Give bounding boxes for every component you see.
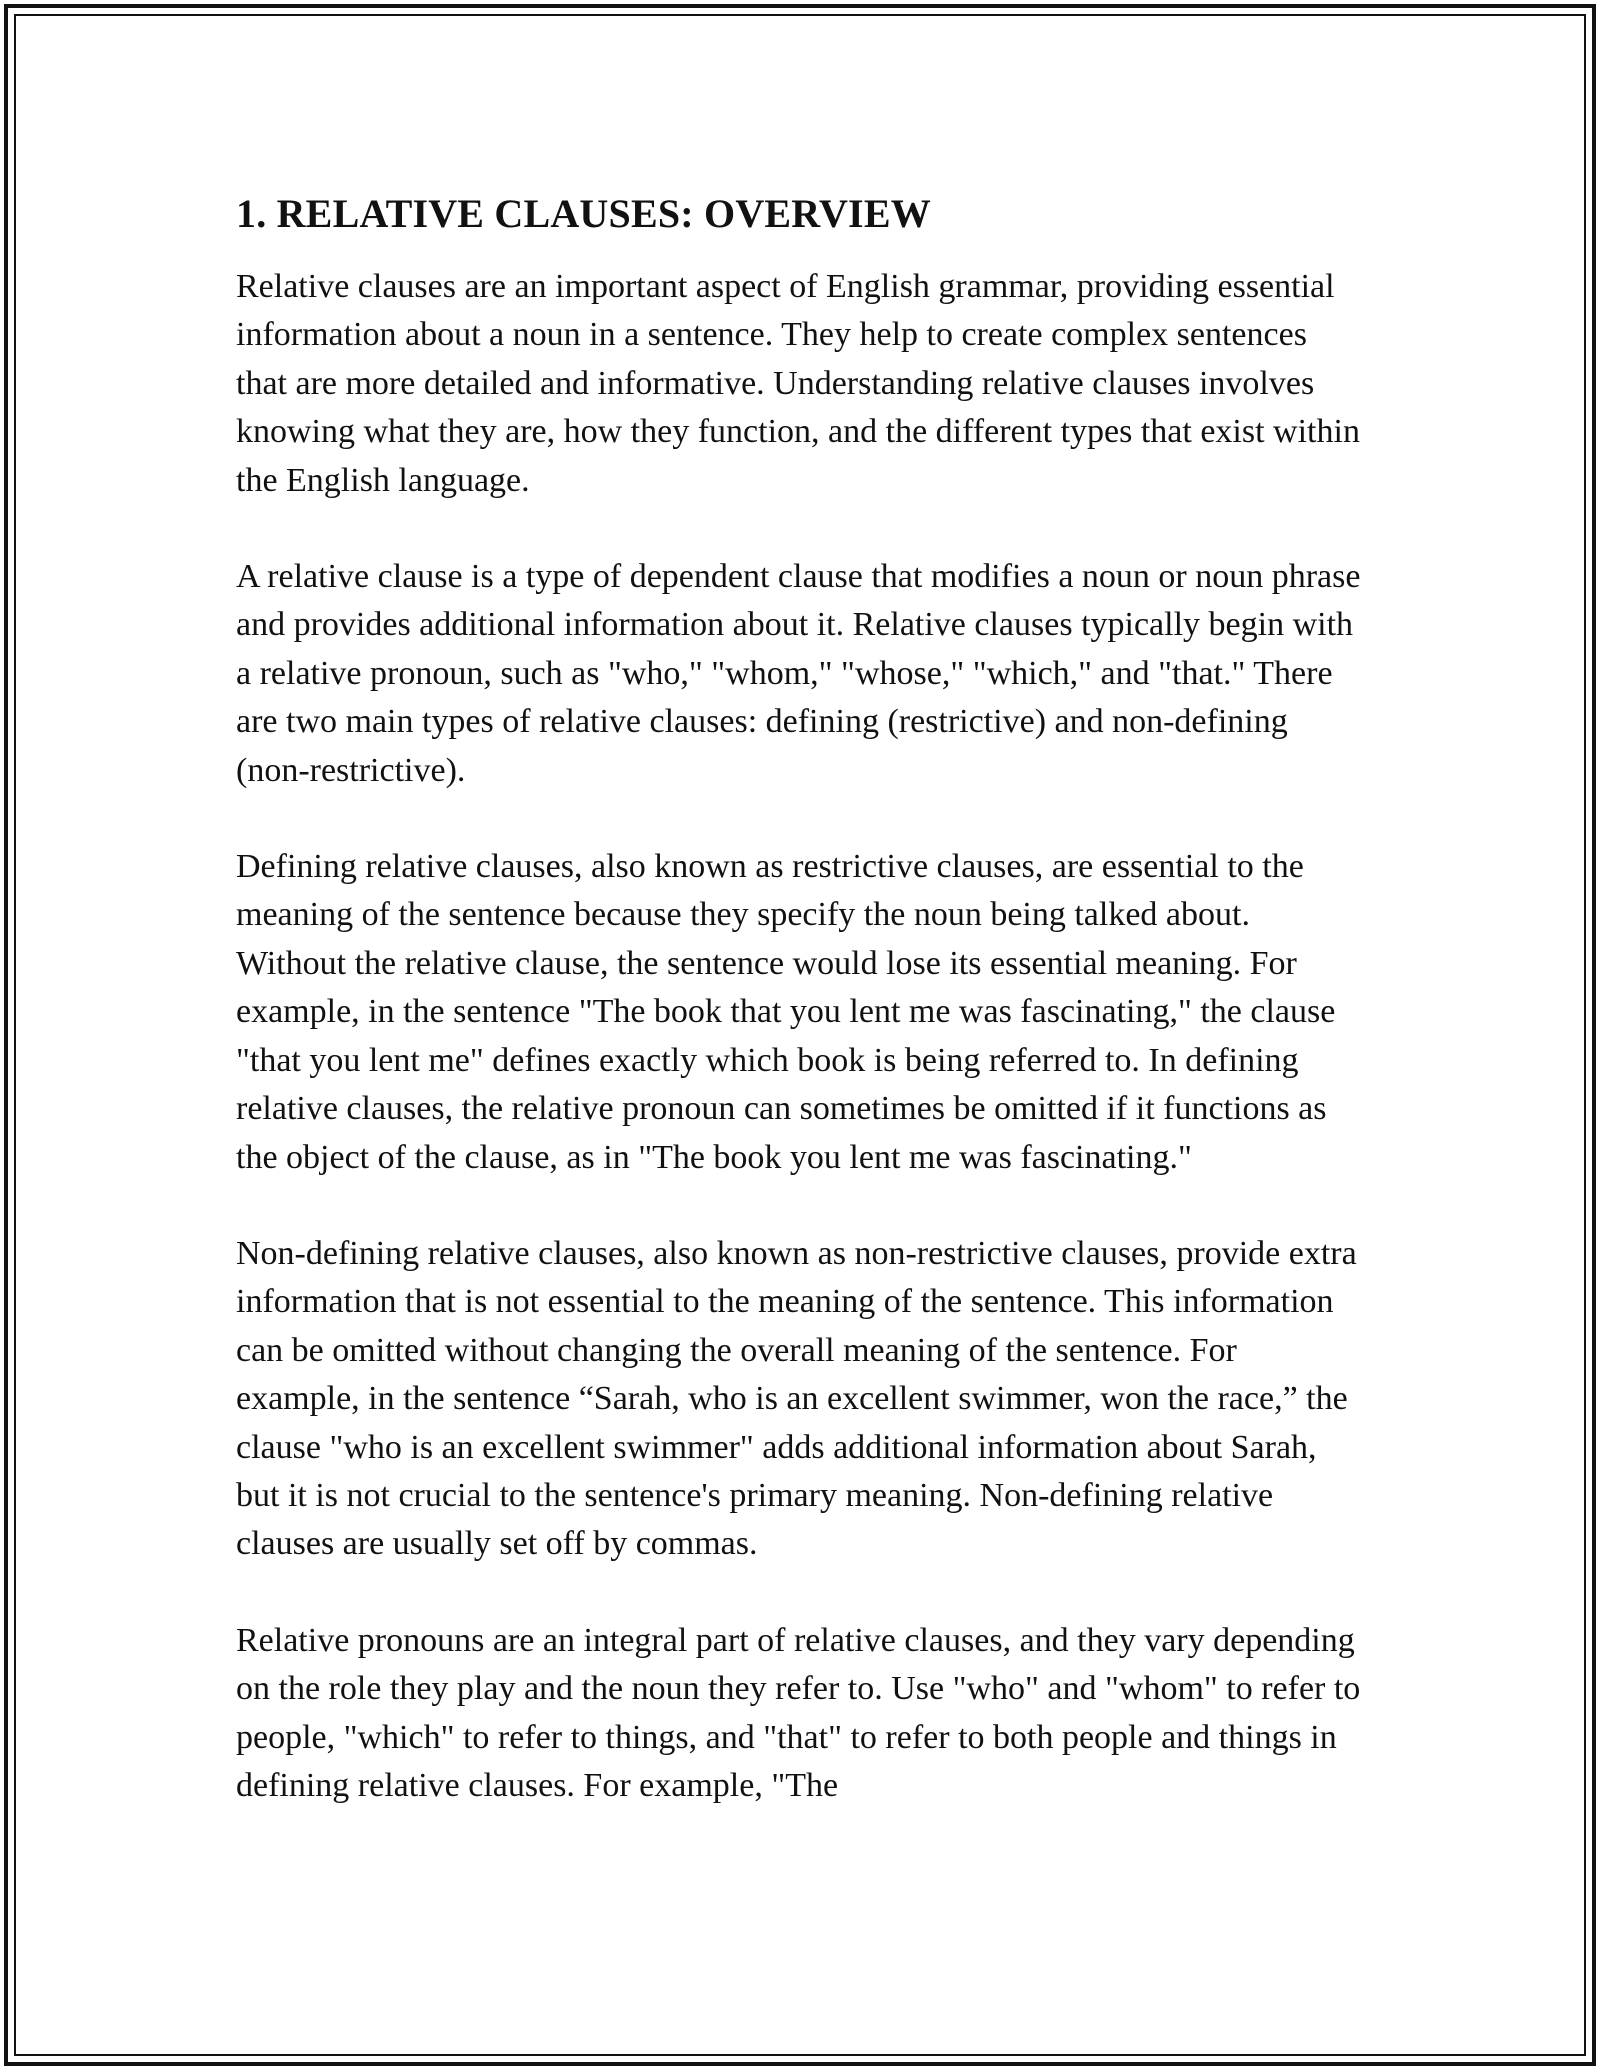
paragraph-non-defining-clauses: Non-defining relative clauses, also known as non-restrictive clauses, provide extra information that is not essential to the meaning of the sentence. This information can be omitted without changing the overall meaning of the sentence. For example, in the sentence “Sarah, who is an excellent swimmer, won the race,” the clause "who is an excellent swimmer" adds additional information about Sarah, but it is not crucial to the sentence's primary meaning. Non-defining relative clauses are usually set off by commas. [236,1234,1357,1563]
paragraph-defining-clauses: Defining relative clauses, also known as restrictive clauses, are essential to the meaning of the sentence because they specify the noun being talked about. Without the relative clause, the sentence would lose its essential meaning. For example, in the sentence "The book that you lent me was fascinating," the clause "that you lent me" defines exactly which book is being referred to. In defining relative clauses, the relative pronoun can sometimes be omitted if it functions as the object of the clause, as in "The book you lent me was fascinating." [236,848,1336,1176]
section-heading: 1. RELATIVE CLAUSES: OVERVIEW [236,191,931,236]
paragraph-relative-pronouns: Relative pronouns are an integral part of relative clauses, and they vary depending on the role they play and the noun they refer to. Use "who" and "whom" to refer to people, "which" to refer to things, and "that" to refer to both people and things in defining relative clauses. For example, "The [236,1621,1361,1804]
document-body [236,184,1366,1858]
paragraph-definition: A relative clause is a type of dependent clause that modifies a noun or noun phrase and provides additional information about it. Relative clauses typically begin with a relative pronoun, such as "who," "whom," "whose," "which," and "that." There are two main types of relative clauses: defining (restrictive) and non-defining (non-restrictive). [236,558,1361,789]
paragraph-intro: Relative clauses are an important aspect of English grammar, providing essential information about a noun in a sentence. They help to create complex sentences that are more detailed and informative. Understanding relative clauses involves knowing what they are, how they function, and the different types that exist within the English language. [236,268,1360,499]
